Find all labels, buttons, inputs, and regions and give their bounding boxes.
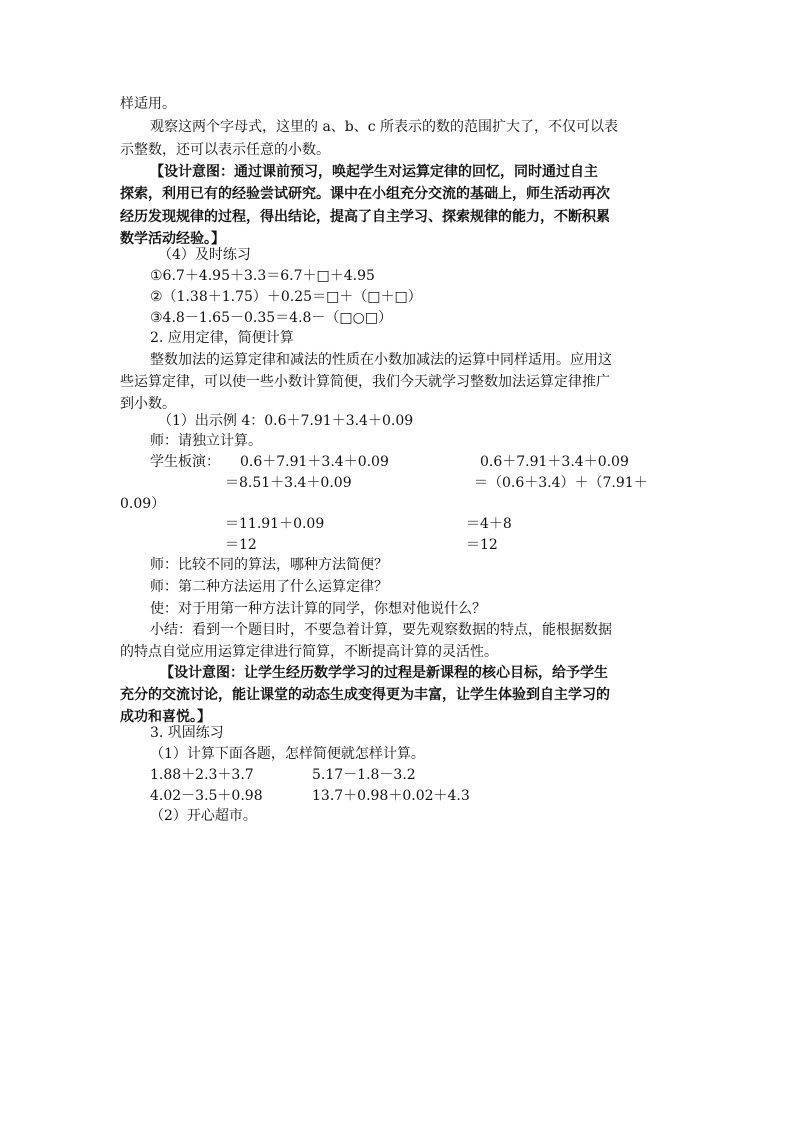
exercise-item: 4.02－3.5＋0.98 xyxy=(150,788,263,804)
text-line: 些运算定律，可以使一些小数计算简便，我们今天就学习整数加法运算定律推广 xyxy=(120,374,610,390)
text-line: 样适用。 xyxy=(120,96,176,112)
text-line: 师：比较不同的算法，哪种方法简便？ xyxy=(150,557,388,573)
text-line: 使：对于用第一种方法计算的同学，你想对他说什么？ xyxy=(150,601,486,617)
calc-step: ＝12 xyxy=(225,537,257,553)
section-heading: 2. 应用定律，简便计算 xyxy=(150,330,294,346)
exercise-item: ①6.7＋4.95＋3.3＝6.7＋□＋4.95 xyxy=(150,268,375,284)
design-intent-paragraph: 【设计意图：让学生经历数学学习的过程是新课程的核心目标，给予学生 xyxy=(160,665,608,681)
summary-line: 的特点自觉应用运算定律进行简算，不断提高计算的灵活性。 xyxy=(120,644,498,660)
exercise-instruction: （2）开心超市。 xyxy=(150,808,257,824)
design-intent-paragraph: 充分的交流讨论，能让课堂的动态生成变得更为丰富，让学生体验到自主学习的 xyxy=(120,687,610,703)
calc-step: 0.6＋7.91＋3.4＋0.09 xyxy=(240,454,389,470)
exercise-item: ③4.8－1.65－0.35＝4.8－（□○□） xyxy=(150,310,393,326)
example-heading: （1）出示例 4：0.6＋7.91＋3.4＋0.09 xyxy=(158,413,414,429)
calc-step: ＝（0.6＋3.4）＋（7.91＋ xyxy=(474,475,648,491)
design-intent-paragraph: 数学活动经验。】 xyxy=(120,231,225,247)
text-line: 到小数。 xyxy=(120,396,176,412)
exercise-item: ②（1.38＋1.75）＋0.25＝□＋（□＋□） xyxy=(150,289,422,305)
board-label: 学生板演： xyxy=(150,454,220,470)
section-heading: （4）及时练习 xyxy=(158,247,251,263)
design-intent-paragraph: 【设计意图：通过课前预习，唤起学生对运算定律的回忆，同时通过自主 xyxy=(150,164,598,180)
text-line: 整数加法的运算定律和减法的性质在小数加减法的运算中同样适用。应用这 xyxy=(150,352,612,368)
calc-step: ＝4＋8 xyxy=(466,516,512,532)
calc-step: ＝8.51＋3.4＋0.09 xyxy=(225,475,352,491)
calc-step: ＝12 xyxy=(466,537,498,553)
calc-step: ＝11.91＋0.09 xyxy=(225,516,325,532)
calc-step: 0.6＋7.91＋3.4＋0.09 xyxy=(480,454,629,470)
text-line: 观察这两个字母式，这里的 a、b、c 所表示的数的范围扩大了，不仅可以表 xyxy=(150,119,619,135)
exercise-item: 5.17－1.8－3.2 xyxy=(312,767,416,783)
text-line: 师：第二种方法运用了什么运算定律？ xyxy=(150,579,388,595)
exercise-item: 13.7＋0.98＋0.02＋4.3 xyxy=(312,788,470,804)
summary-line: 小结：看到一个题目时，不要急着计算，要先观察数据的特点，能根据数据 xyxy=(150,622,612,638)
exercise-instruction: （1）计算下面各题，怎样简便就怎样计算。 xyxy=(150,746,425,762)
exercise-item: 1.88＋2.3＋3.7 xyxy=(150,767,254,783)
design-intent-paragraph: 成功和喜悦。】 xyxy=(120,709,211,725)
text-line: 师：请独立计算。 xyxy=(150,433,262,449)
text-line: 示整数，还可以表示任意的小数。 xyxy=(120,142,330,158)
section-heading: 3. 巩固练习 xyxy=(150,725,224,741)
design-intent-paragraph: 探索，利用已有的经验尝试研究。课中在小组充分交流的基础上，师生活动再次 xyxy=(120,186,610,202)
calc-step: 0.09） xyxy=(120,496,166,512)
design-intent-paragraph: 经历发现规律的过程，得出结论，提高了自主学习、探索规律的能力，不断积累 xyxy=(120,209,610,225)
